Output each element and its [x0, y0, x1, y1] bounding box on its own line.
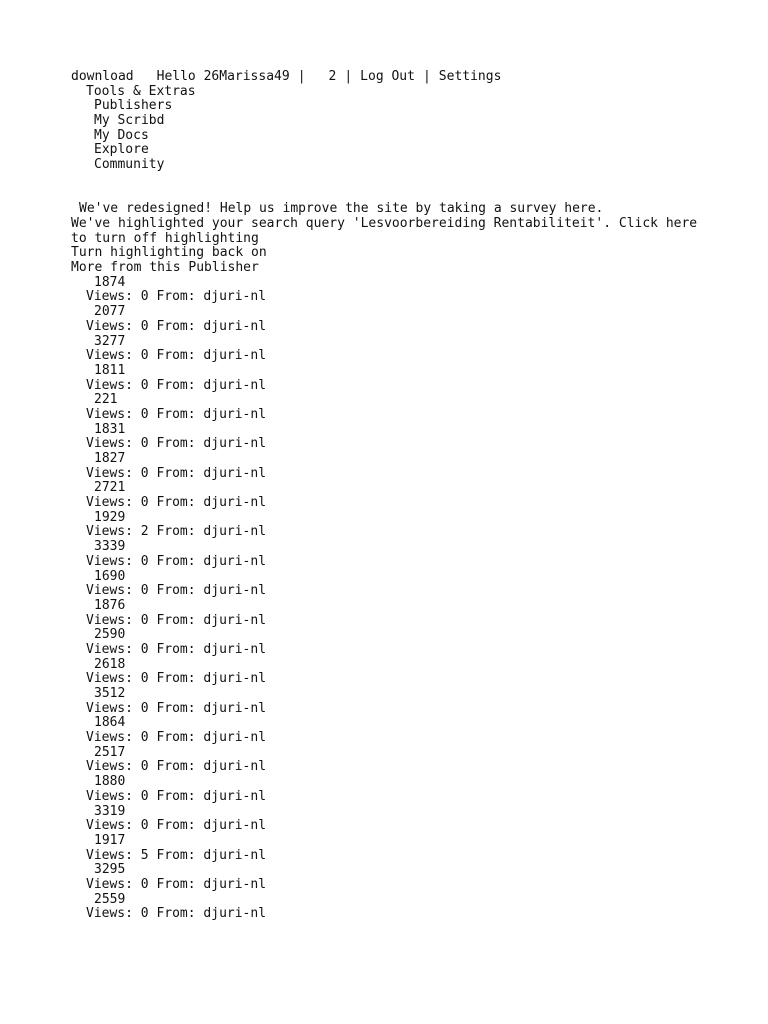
user-greeting[interactable]: Hello 26Marissa49	[156, 69, 290, 84]
view-count: Views: 0	[86, 730, 149, 746]
list-item[interactable]	[71, 893, 751, 922]
publisher-link[interactable]: From: djuri-nl	[156, 641, 267, 657]
list-item[interactable]	[71, 775, 751, 804]
publisher-link[interactable]: From: djuri-nl	[156, 318, 267, 334]
publisher-link[interactable]: From: djuri-nl	[156, 436, 267, 452]
highlight-notice-line-1[interactable]: We've highlighted your search query 'Lesvoorbereiding Rentabiliteit'. Click here	[71, 216, 698, 231]
document-id[interactable]: 1831	[94, 421, 126, 437]
view-count: Views: 0	[86, 436, 149, 452]
view-count: Views: 0	[86, 553, 149, 569]
list-item[interactable]	[71, 481, 751, 510]
list-item[interactable]	[71, 746, 751, 775]
publisher-link[interactable]: From: djuri-nl	[156, 759, 267, 775]
document-id[interactable]: 1929	[94, 509, 126, 525]
list-item[interactable]	[71, 393, 751, 422]
document-meta	[71, 408, 751, 423]
publisher-link[interactable]: From: djuri-nl	[156, 289, 267, 305]
publisher-link[interactable]: From: djuri-nl	[156, 612, 267, 628]
turn-off-highlighting-link[interactable]: to turn off highlighting	[71, 230, 259, 246]
publisher-link[interactable]: From: djuri-nl	[156, 583, 267, 599]
document-meta	[71, 731, 751, 746]
document-id[interactable]: 2077	[94, 304, 126, 320]
view-count: Views: 0	[86, 318, 149, 334]
document-meta	[71, 290, 751, 305]
document-id[interactable]: 3295	[94, 862, 126, 878]
document-meta	[71, 878, 751, 893]
view-count: Views: 0	[86, 348, 149, 364]
document-meta	[71, 760, 751, 775]
document-meta	[71, 643, 751, 658]
publisher-link[interactable]: From: djuri-nl	[156, 700, 267, 716]
publisher-link[interactable]: From: djuri-nl	[156, 671, 267, 687]
view-count: Views: 0	[86, 818, 149, 834]
view-count: Views: 0	[86, 465, 149, 481]
publisher-link[interactable]: From: djuri-nl	[156, 788, 267, 804]
document-meta	[71, 614, 751, 629]
view-count: Views: 0	[86, 612, 149, 628]
publisher-link[interactable]: From: djuri-nl	[156, 406, 267, 422]
document-id[interactable]: 3512	[94, 686, 126, 701]
document-meta	[71, 525, 751, 540]
document-id[interactable]: 2618	[94, 656, 126, 672]
document-meta	[71, 349, 751, 364]
list-item[interactable]	[71, 423, 751, 452]
document-id[interactable]: 1876	[94, 597, 126, 613]
document-id[interactable]: 1811	[94, 362, 126, 378]
nav-item-publishers[interactable]: Publishers	[94, 98, 173, 114]
document-id[interactable]: 1874	[94, 274, 126, 290]
list-item[interactable]	[71, 511, 751, 540]
list-item[interactable]	[71, 540, 751, 569]
document-id[interactable]: 2721	[94, 480, 126, 496]
settings-link[interactable]: Settings	[438, 69, 502, 84]
document-meta	[71, 849, 751, 864]
document-id[interactable]: 221	[94, 392, 118, 408]
survey-notice[interactable]: We've redesigned! Help us improve the site by taking a survey here.	[79, 201, 604, 217]
separator: |	[297, 69, 306, 84]
separator: |	[422, 69, 431, 84]
nav-item-explore[interactable]: Explore	[94, 142, 149, 158]
view-count: Views: 0	[86, 700, 149, 716]
download-link[interactable]: download	[71, 69, 134, 84]
view-count: Views: 0	[86, 788, 149, 804]
publisher-link[interactable]: From: djuri-nl	[156, 348, 267, 364]
document-meta	[71, 496, 751, 511]
document-id[interactable]: 2559	[94, 891, 126, 907]
separator: |	[344, 69, 353, 84]
view-count: Views: 0	[86, 759, 149, 775]
document-id[interactable]: 1917	[94, 832, 126, 848]
list-item[interactable]	[71, 364, 751, 393]
list-item[interactable]	[71, 452, 751, 481]
document-list	[71, 276, 751, 922]
nav-item-community[interactable]: Community	[94, 157, 165, 173]
publisher-link[interactable]: From: djuri-nl	[156, 730, 267, 746]
turn-on-highlighting-link[interactable]: Turn highlighting back on	[71, 245, 267, 261]
tools-extras-menu[interactable]: Tools & Extras	[86, 83, 196, 99]
document-meta	[71, 702, 751, 717]
publisher-link[interactable]: From: djuri-nl	[156, 465, 267, 481]
document-meta	[71, 467, 751, 482]
document-id[interactable]: 1880	[94, 774, 126, 790]
list-item[interactable]	[71, 863, 751, 892]
view-count: Views: 0	[86, 671, 149, 687]
publisher-link[interactable]: From: djuri-nl	[156, 524, 267, 540]
list-item[interactable]	[71, 305, 751, 334]
page	[71, 70, 751, 922]
list-item[interactable]	[71, 628, 751, 657]
list-item[interactable]	[71, 276, 751, 305]
view-count: Views: 0	[86, 876, 149, 892]
more-from-publisher-heading: More from this Publisher	[71, 260, 259, 276]
top-bar	[71, 70, 751, 85]
view-count: Views: 0	[86, 289, 149, 305]
publisher-link[interactable]: From: djuri-nl	[156, 906, 267, 922]
document-id[interactable]: 3319	[94, 803, 126, 819]
document-id[interactable]: 2590	[94, 627, 126, 643]
publisher-link[interactable]: From: djuri-nl	[156, 553, 267, 569]
list-item[interactable]	[71, 599, 751, 628]
list-item[interactable]	[71, 658, 751, 687]
view-count: Views: 0	[86, 406, 149, 422]
view-count: Views: 0	[86, 583, 149, 599]
publisher-link[interactable]: From: djuri-nl	[156, 876, 267, 892]
document-id[interactable]: 1690	[94, 568, 126, 584]
document-id[interactable]: 1864	[94, 715, 126, 731]
list-item[interactable]	[71, 716, 751, 745]
notification-count[interactable]: 2	[328, 69, 337, 84]
publisher-link[interactable]: From: djuri-nl	[156, 377, 267, 393]
view-count: Views: 0	[86, 906, 149, 922]
document-meta	[71, 819, 751, 834]
document-meta	[71, 672, 751, 687]
nav-item-my-docs[interactable]: My Docs	[94, 127, 149, 143]
view-count: Views: 2	[86, 524, 149, 540]
publisher-link[interactable]: From: djuri-nl	[156, 847, 267, 863]
document-meta	[71, 555, 751, 570]
document-meta	[71, 907, 751, 922]
document-id[interactable]: 3339	[94, 539, 126, 555]
list-item[interactable]	[71, 834, 751, 863]
document-meta	[71, 379, 751, 394]
list-item[interactable]	[71, 335, 751, 364]
nav-item-my-scribd[interactable]: My Scribd	[94, 113, 165, 129]
list-item[interactable]	[71, 687, 751, 716]
document-id[interactable]: 1827	[94, 451, 126, 466]
document-id[interactable]: 2517	[94, 744, 126, 760]
document-meta	[71, 437, 751, 452]
document-meta	[71, 790, 751, 805]
logout-link[interactable]: Log Out	[360, 69, 415, 84]
list-item[interactable]	[71, 805, 751, 834]
publisher-link[interactable]: From: djuri-nl	[156, 495, 267, 511]
view-count: Views: 0	[86, 495, 149, 511]
publisher-link[interactable]: From: djuri-nl	[156, 818, 267, 834]
document-id[interactable]: 3277	[94, 333, 126, 349]
view-count: Views: 0	[86, 377, 149, 393]
view-count: Views: 5	[86, 847, 149, 863]
view-count: Views: 0	[86, 641, 149, 657]
document-meta	[71, 584, 751, 599]
list-item[interactable]	[71, 570, 751, 599]
document-meta	[71, 320, 751, 335]
